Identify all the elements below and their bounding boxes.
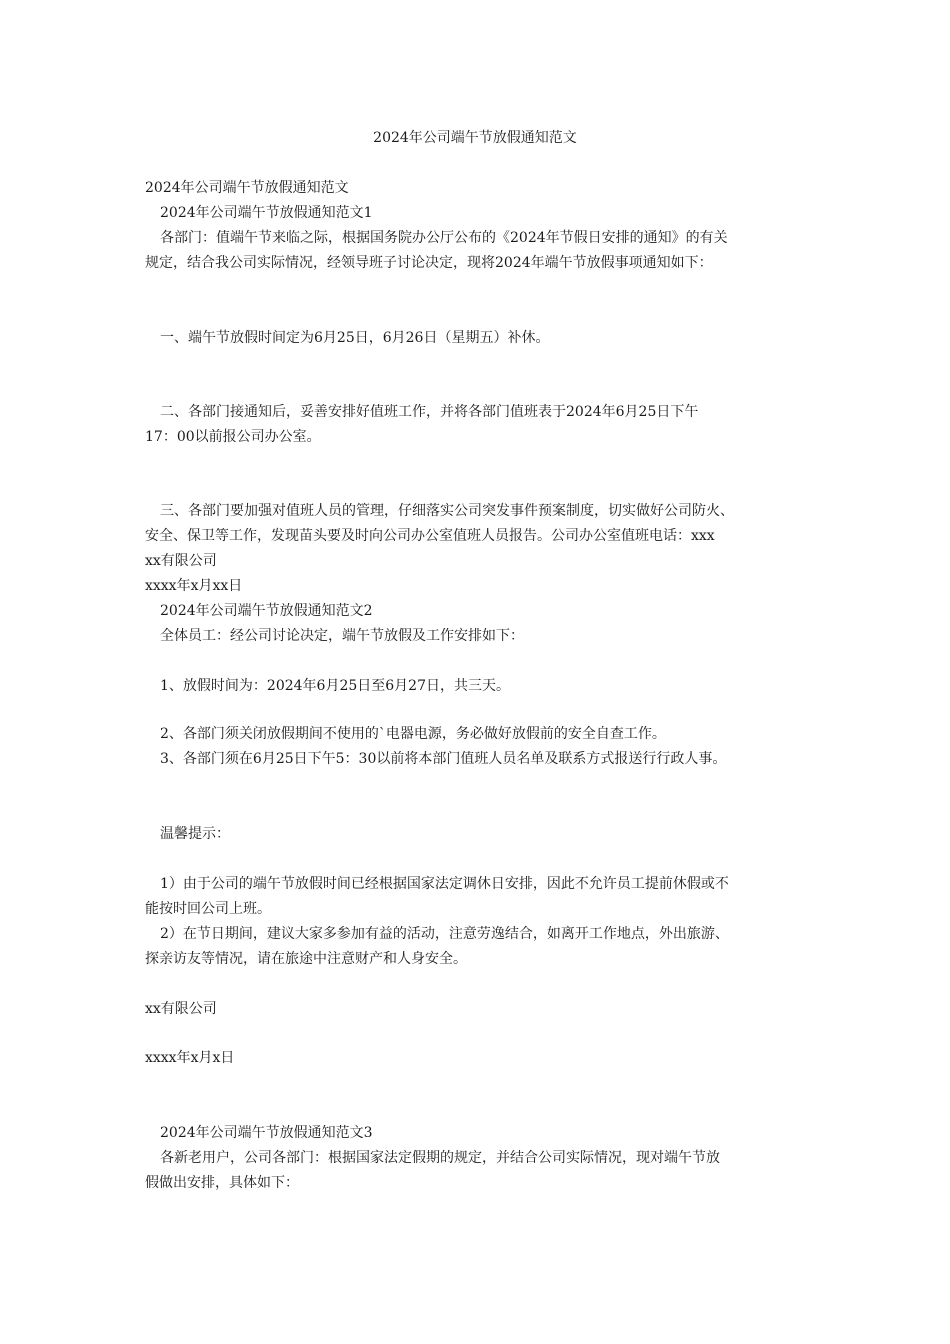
signature-company: xx有限公司 [145,553,217,569]
signature-date: xxxx年x月xx日 [145,578,243,594]
paragraph-line: 17：00以前报公司办公室。 [145,429,321,445]
paragraph-line: 全体员工：经公司讨论决定，端午节放假及工作安排如下： [160,628,524,644]
heading-line: 2024年公司端午节放假通知范文 [145,180,349,196]
list-item-1: 一、端午节放假时间定为6月25日，6月26日（星期五）补休。 [160,330,550,346]
paragraph-line: 能按时回公司上班。 [145,901,271,917]
section-heading-1: 2024年公司端午节放假通知范文1 [160,205,373,221]
paragraph-line: 安全、保卫等工作，发现苗头要及时向公司办公室值班人员报告。公司办公室值班电话：xxx [145,528,715,544]
list-item-2: 2、各部门须关闭放假期间不使用的`电器电源，务必做好放假前的安全自查工作。 [160,726,666,742]
list-item-1: 1、放假时间为：2024年6月25日至6月27日，共三天。 [160,678,510,694]
list-item-3: 3、各部门须在6月25日下午5：30以前将本部门值班人员名单及联系方式报送行行政人事。 [160,751,727,767]
paragraph-line: 规定，结合我公司实际情况，经领导班子讨论决定，现将2024年端午节放假事项通知如下： [145,255,713,271]
list-item-3: 三、各部门要加强对值班人员的管理，仔细落实公司突发事件预案制度，切实做好公司防火、 [160,503,734,519]
tips-heading: 温馨提示： [160,826,230,842]
section-heading-2: 2024年公司端午节放假通知范文2 [160,603,373,619]
tip-item-1: 1）由于公司的端午节放假时间已经根据国家法定调休日安排，因此不允许员工提前休假或不 [160,876,729,892]
paragraph-line: 各部门：值端午节来临之际，根据国务院办公厅公布的《2024年节假日安排的通知》的有关 [160,230,728,246]
paragraph-line: 各新老用户，公司各部门：根据国家法定假期的规定，并结合公司实际情况，现对端午节放 [160,1150,720,1166]
paragraph-line: 假做出安排，具体如下： [145,1175,299,1191]
tip-item-2: 2）在节日期间，建议大家多参加有益的活动，注意劳逸结合，如离开工作地点，外出旅游、 [160,926,729,942]
document-title: 2024年公司端午节放假通知范文 [373,130,577,146]
signature-company: xx有限公司 [145,1001,217,1017]
paragraph-line: 探亲访友等情况，请在旅途中注意财产和人身安全。 [145,951,467,967]
section-heading-3: 2024年公司端午节放假通知范文3 [160,1125,373,1141]
list-item-2: 二、各部门接通知后，妥善安排好值班工作，并将各部门值班表于2024年6月25日下午 [160,404,699,420]
signature-date: xxxx年x月x日 [145,1050,235,1066]
